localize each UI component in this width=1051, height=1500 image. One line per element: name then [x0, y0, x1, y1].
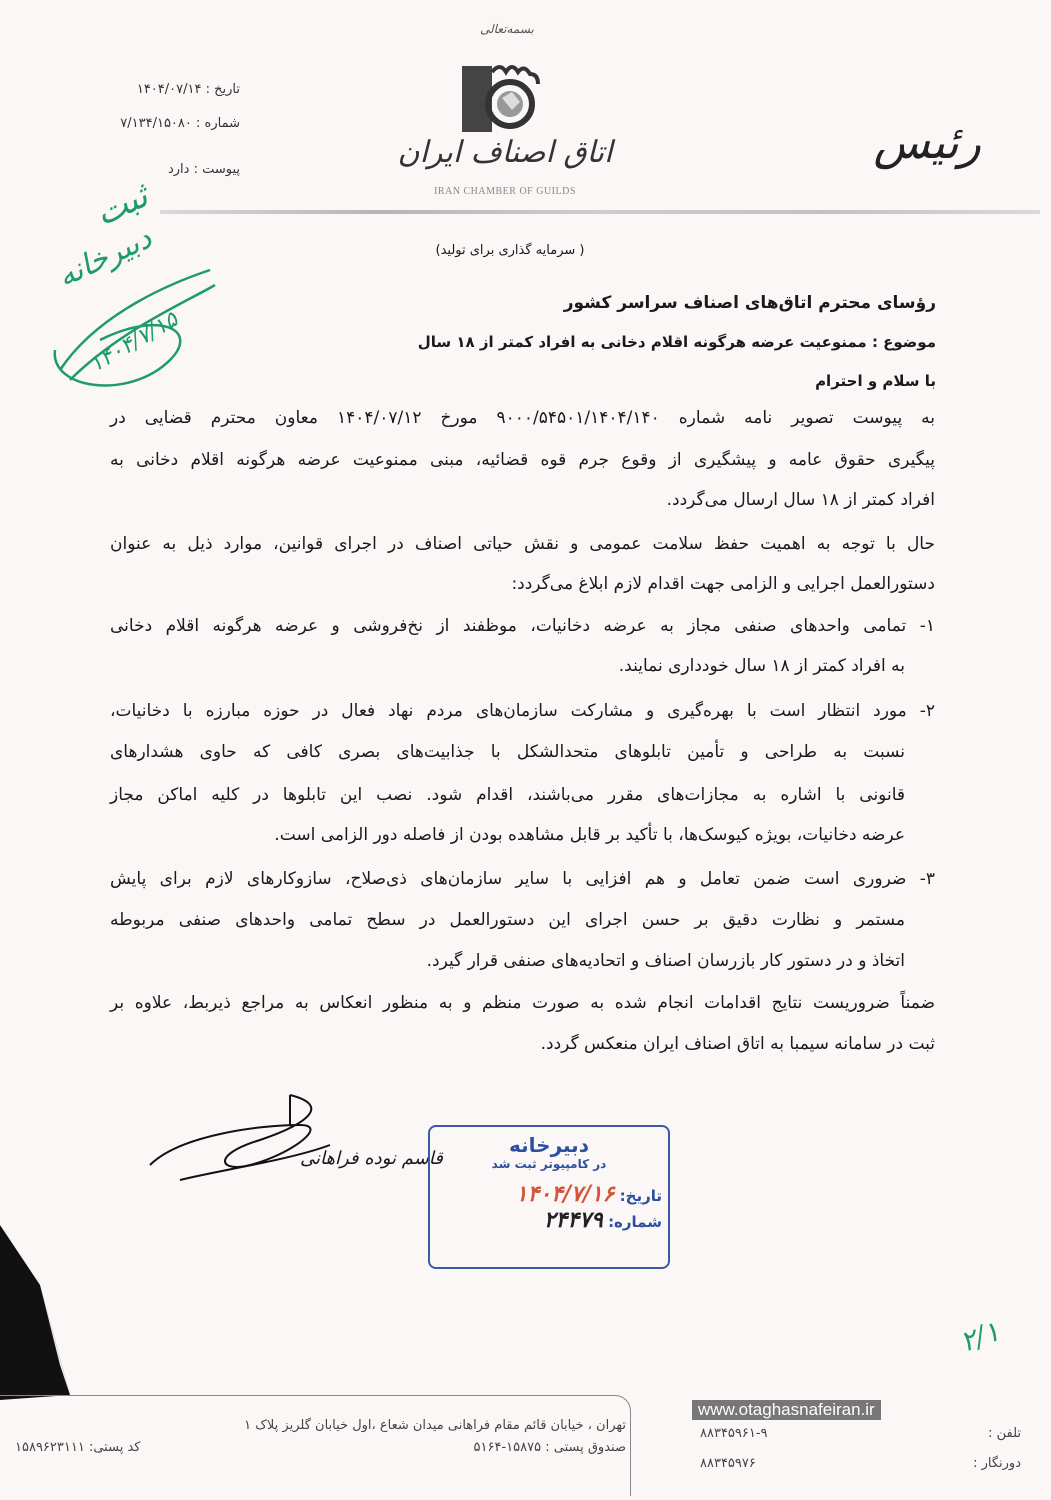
date-label: تاریخ :: [205, 82, 240, 97]
top-mark: بسمه‌تعالی: [480, 22, 534, 36]
attachment-label: پیوست :: [193, 162, 240, 177]
body-line: افراد کمتر از ۱۸ سال ارسال می‌گردد.: [666, 490, 935, 510]
po-box-value: ۱۵۸۷۵-۵۱۶۴: [473, 1440, 542, 1455]
body-line: ضمناً ضروریست نتایج اقدامات انجام شده به صورت منظم و به منظور انعکاس به مراجع ذیربط، علاوه بر: [110, 993, 935, 1013]
date-row: [40, 82, 240, 97]
guild-logo-icon: [462, 62, 548, 134]
handwritten-date: ۱۴۰۴/۷/۱۵: [85, 307, 183, 378]
folded-corner: [0, 1225, 80, 1405]
body-line: مستمر و نظارت دقیق بر حسن اجرای این دستورالعمل در سطح تمامی واحدهای صنفی مربوطه: [110, 910, 905, 930]
date-value: ۱۴۰۴/۰۷/۱۴: [136, 82, 202, 97]
stamp-number-label: شماره:: [608, 1213, 662, 1231]
body-line: حال با توجه به اهمیت حفظ سلامت عمومی و نقش حیاتی اصناف در اجرای قوانین، موارد ذیل به عنوان: [110, 534, 935, 554]
org-name-fa: اتاق اصناف ایران: [397, 135, 613, 170]
recipient: رؤسای محترم اتاق‌های اصناف سراسر کشور: [563, 293, 936, 313]
body-line: اتخاذ و در دستور کار بازرسان اصناف و اتحادیه‌های صنفی قرار گیرد.: [426, 951, 905, 971]
president-note: رئیس: [873, 115, 981, 169]
footer-postal-code: [15, 1440, 140, 1455]
postal-code-label: کد پستی:: [88, 1440, 141, 1455]
list-item-1: ۱- تمامی واحدهای صنفی مجاز به عرضه دخانیات، موظفند از نخ‌فروشی و عرضه هرگونه اقلام دخانی: [110, 616, 935, 636]
list-item-2: ۲- مورد انتظار است با بهره‌گیری و مشارکت سازمان‌های مردم نهاد فعال در حوزه مبارزه با دخانیات،: [110, 701, 935, 721]
number-value: ۷/۱۳۴/۱۵۰۸۰: [120, 116, 192, 131]
website-link[interactable]: www.otaghasnafeiran.ir: [692, 1400, 881, 1420]
header-divider: [160, 210, 1040, 214]
postal-code-value: ۱۵۸۹۶۲۳۱۱۱: [15, 1440, 85, 1455]
secretariat-stamp: [428, 1125, 670, 1269]
org-name-en: IRAN CHAMBER OF GUILDS: [434, 186, 576, 197]
handwritten-note-1: ثبت: [89, 175, 155, 235]
list-item-3: ۳- ضروری است ضمن تعامل و هم افزایی با سایر سازمان‌های ذی‌صلاح، سازوکارهای لازم برای پایش: [110, 869, 935, 889]
signature-icon: [140, 1085, 340, 1195]
body-line: دستورالعمل اجرایی و الزامی جهت اقدام لازم ابلاغ می‌گردد:: [511, 574, 935, 594]
fax-value: ۸۸۳۴۵۹۷۶: [700, 1456, 756, 1471]
body-line: ثبت در سامانه سیمبا به اتاق اصناف ایران منعکس گردد.: [540, 1034, 935, 1054]
stamp-date-label: تاریخ:: [619, 1187, 662, 1205]
footer-address: تهران ، خیابان قائم مقام فراهانی میدان شعاع ،اول خیابان گلریز پلاک ۱: [244, 1418, 626, 1433]
signatory-name: قاسم نوده فراهانی: [300, 1148, 443, 1169]
greeting: با سلام و احترام: [815, 372, 936, 390]
body-line: عرضه دخانیات، بویژه کیوسک‌ها، با تأکید بر قابل مشاهده بودن از فاصله دور الزامی است.: [274, 825, 905, 845]
stamp-date-value: ۱۴۰۴/۷/۱۶: [515, 1181, 615, 1207]
page-note: ۲/۱: [955, 1314, 1004, 1359]
body-line: قانونی با اشاره به مجازات‌های مقرر می‌باشند، اقدام شود. نصب این تابلوها در کلیه اماکن مجاز: [110, 785, 905, 805]
stamp-subtitle: در کامپیوتر ثبت شد: [491, 1157, 607, 1171]
stamp-title: دبیرخانه: [509, 1133, 589, 1157]
body-line: نسبت به طراحی و تأمین تابلوهای متحدالشکل با جذابیت‌های بصری کافی که حاوی هشدارهای: [110, 742, 905, 762]
po-box-label: صندوق پستی :: [545, 1440, 626, 1455]
body-line: به افراد کمتر از ۱۸ سال خودداری نمایند.: [618, 656, 905, 676]
number-row: [40, 116, 240, 131]
phone-value: ۸۸۳۴۵۹۶۱-۹: [700, 1426, 768, 1441]
subject: موضوع : ممنوعیت عرضه هرگونه اقلام دخانی به افراد کمتر از ۱۸ سال: [417, 333, 936, 351]
footer-po-box: [474, 1440, 626, 1455]
fax-label: دورنگار :: [973, 1456, 1021, 1471]
phone-label: تلفن :: [988, 1426, 1021, 1441]
handwritten-note-2: دبیرخانه: [52, 220, 158, 295]
attachment-value: دارد: [167, 162, 190, 177]
body-line: به پیوست تصویر نامه شماره ۹۰۰۰/۵۴۵۰۱/۱۴۰۴/۱۴۰ مورخ ۱۴۰۴/۰۷/۱۲ معاون محترم قضایی در: [110, 408, 935, 428]
body-line: پیگیری حقوق عامه و پیشگیری از وقوع جرم قوه قضائیه، مبنی ممنوعیت عرضه هرگونه اقلام دخانی به: [110, 450, 935, 470]
number-label: شماره :: [196, 116, 240, 131]
attachment-row: [40, 162, 240, 177]
motto: ( سرمایه گذاری برای تولید): [435, 243, 585, 258]
stamp-number-value: ۲۴۴۷۹: [543, 1207, 603, 1233]
